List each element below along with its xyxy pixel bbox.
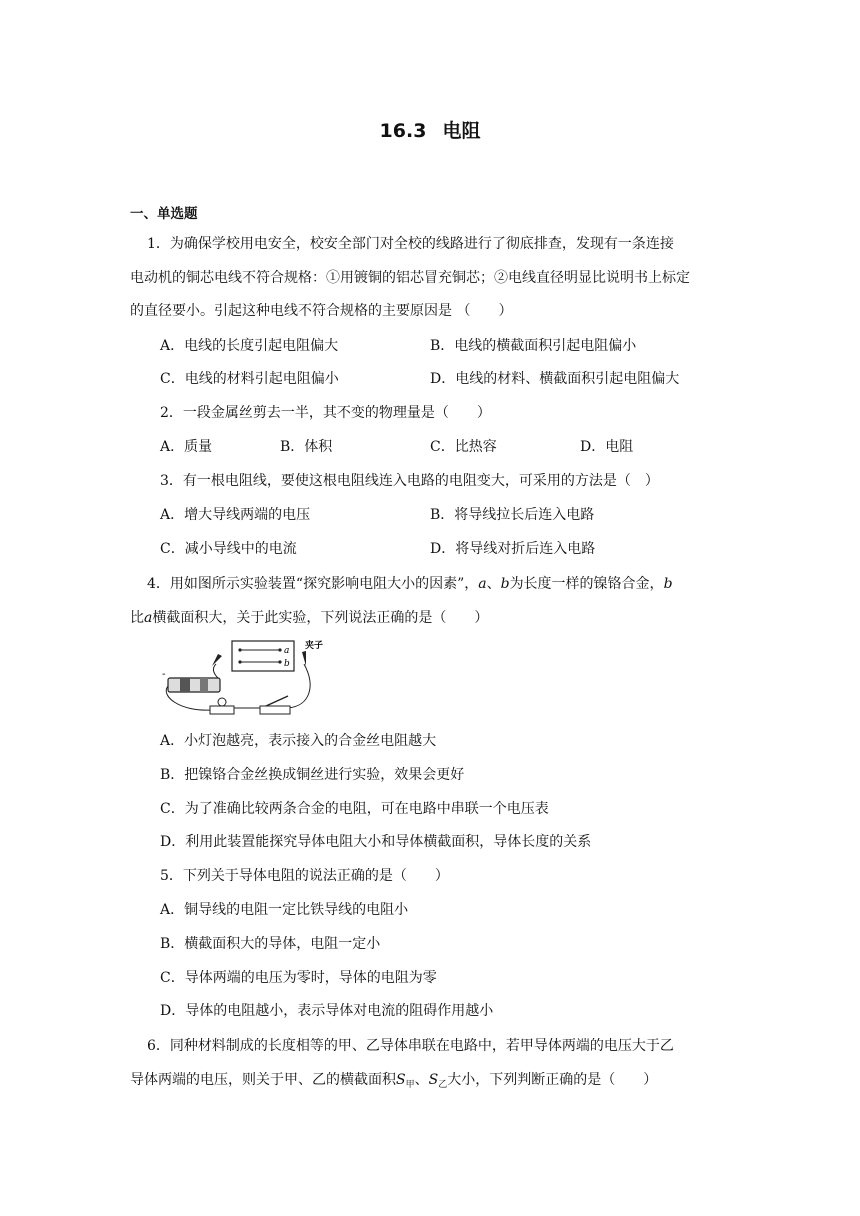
q3-option-a: A．增大导线两端的电压 xyxy=(160,507,311,523)
var-b-end: b xyxy=(663,576,673,592)
title-text: 电阻 xyxy=(442,120,481,142)
var-b: b xyxy=(500,576,510,592)
q4-option-b: B．把镍铬合金丝换成铜丝进行实验，效果会更好 xyxy=(160,767,465,783)
q3-option-c: C．减小导线中的电流 xyxy=(160,541,297,557)
battery xyxy=(168,678,220,692)
var-a-2: a xyxy=(144,610,153,626)
q3-stem: 3．有一根电阻线，要使这根电阻线连入电路的电阻变大，可采用的方法是（ ） xyxy=(160,473,659,489)
var-s-jia: S xyxy=(396,1072,406,1088)
q5-option-d: D．导体的电阻越小，表示导体对电流的阻碍作用越小 xyxy=(160,1003,494,1019)
section-heading: 一、单选题 xyxy=(130,206,198,222)
bulb xyxy=(218,698,226,706)
q1-option-c: C．电线的材料引起电阻偏小 xyxy=(160,371,339,387)
q1-stem-line1: 1．为确保学校用电安全，校安全部门对全校的线路进行了彻底排查，发现有一条连接 xyxy=(147,236,674,252)
q3-option-d: D．将导线对折后连入电路 xyxy=(430,541,596,557)
page-title xyxy=(0,116,860,143)
q1-option-a: A．电线的长度引起电阻偏大 xyxy=(160,338,339,354)
clip-label: 夹子 xyxy=(305,641,324,651)
var-s-yi: S xyxy=(428,1072,439,1088)
q1-stem-line2: 电动机的铜芯电线不符合规格：①用镀铜的铝芯冒充铜芯；②电线直径明显比说明书上标定 xyxy=(130,270,690,286)
q6-stem-line2: 导体两端的电压，则关于甲、乙的横截面积$S_甲$、$S_乙$大小，下列判断正确的是（ ） xyxy=(130,1072,658,1090)
var-a: a xyxy=(478,576,487,592)
sub-yi: 乙 xyxy=(438,1080,448,1090)
q1-option-b: B．电线的横截面积引起电阻偏小 xyxy=(430,338,637,354)
q2-option-d: D．电阻 xyxy=(580,439,634,455)
bulb-holder xyxy=(210,706,234,714)
q5-option-c: C．导体两端的电压为零时，导体的电阻为零 xyxy=(160,970,437,986)
q4-stem-line1: 4．用如图所示实验装置“探究影响电阻大小的因素”，a、b为长度一样的镍铬合金，b xyxy=(147,576,673,592)
clip-left xyxy=(212,654,222,666)
q5-option-b: B．横截面积大的导体，电阻一定小 xyxy=(160,936,381,952)
fig-label-a: a xyxy=(284,646,290,656)
fig-label-b: b xyxy=(284,659,290,669)
q4-stem-line2: 比a横截面积大，关于此实验，下列说法正确的是（ ） xyxy=(130,610,489,626)
q2-option-c: C．比热容 xyxy=(430,439,497,455)
q4-option-a: A．小灯泡越亮，表示接入的合金丝电阻越大 xyxy=(160,733,437,749)
clip-right xyxy=(302,651,306,666)
q1-stem-line3: 的直径要小。引起这种电线不符合规格的主要原因是 （ ） xyxy=(130,303,513,319)
q4-option-d: D．利用此装置能探究导体电阻大小和导体横截面积，导体长度的关系 xyxy=(160,834,592,850)
q5-stem: 5．下列关于导体电阻的说法正确的是（ ） xyxy=(160,868,449,884)
circuit-figure xyxy=(160,636,324,722)
q2-option-b: B．体积 xyxy=(280,439,333,455)
switch-base xyxy=(260,706,290,714)
q2-stem: 2．一段金属丝剪去一半，其不变的物理量是（ ） xyxy=(160,405,491,421)
title-number: 16.3 xyxy=(379,120,427,142)
q1-option-d: D．电线的材料、横截面积引起电阻偏大 xyxy=(430,371,680,387)
q5-option-a: A．铜导线的电阻一定比铁导线的电阻小 xyxy=(160,902,409,918)
q2-option-a: A．质量 xyxy=(160,439,213,455)
q6-stem-line1: 6．同种材料制成的长度相等的甲、乙导体串联在电路中，若甲导体两端的电压大于乙 xyxy=(147,1038,674,1054)
q4-option-c: C．为了准确比较两条合金的电阻，可在电路中串联一个电压表 xyxy=(160,801,549,817)
switch-lever xyxy=(266,696,288,706)
sub-jia: 甲 xyxy=(405,1080,415,1090)
q3-option-b: B．将导线拉长后连入电路 xyxy=(430,507,595,523)
battery-minus: - xyxy=(162,669,166,680)
